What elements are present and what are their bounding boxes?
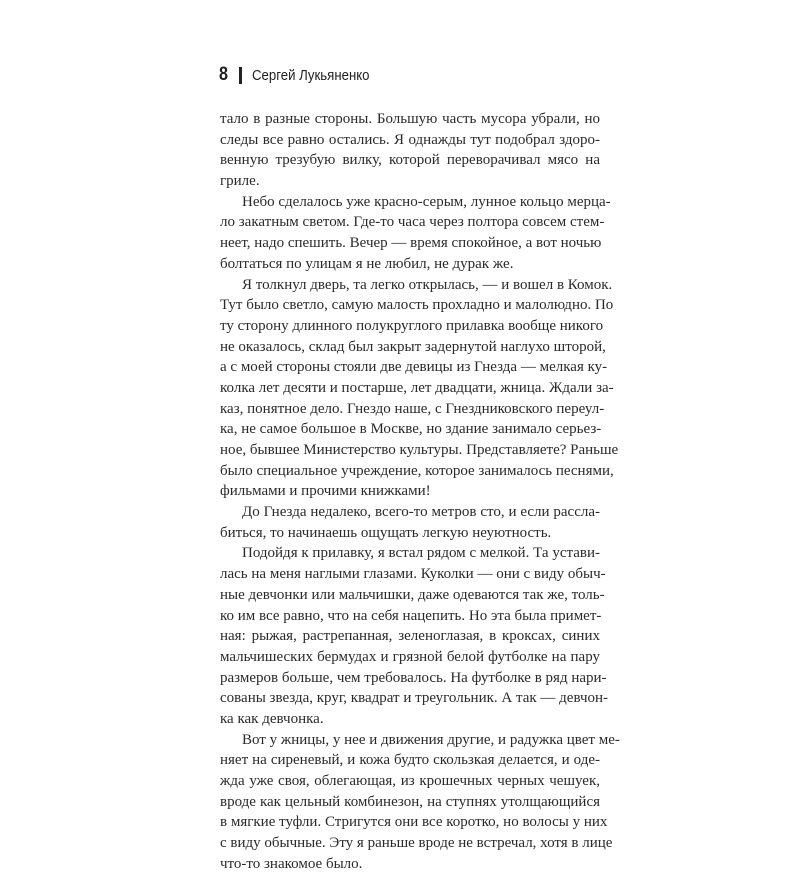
text-line: ная: рыжая, растрепанная, зеленоглазая, в кроксах, синих (220, 628, 600, 645)
paragraph (220, 192, 611, 275)
text-line: с виду обычные. Эту я раньше вроде не встречал, хотя в лице (220, 835, 613, 852)
text-line: До Гнезда недалеко, всего-то метров сто, и если рассла- (242, 504, 600, 521)
text-line: каз, понятное дело. Гнездо наше, с Гнездниковского переул- (220, 400, 605, 417)
text-line: размеров больше, чем требовалось. На футболке в ряд нари- (220, 669, 607, 686)
text-line: неет, надо спешить. Вечер — время спокойное, а вот ночью (220, 235, 602, 252)
text-line: вроде как цельный комбинезон, на ступнях утолщающийся (220, 793, 600, 810)
header-divider (239, 67, 242, 84)
text-line: няет на сиреневый, и кожа будто скользкая делается, и оде- (220, 752, 600, 769)
body-text (220, 109, 620, 874)
text-line: колка лет десяти и постарше, лет двадцати, жница. Ждали за- (220, 379, 614, 396)
text-line: было специальное учреждение, которое занималось песнями, (220, 462, 614, 479)
text-line: болтаться по улицам я не любил, не дурак же. (220, 255, 514, 272)
text-line: ные девчонки или мальчишки, даже одеваются так же, толь- (220, 586, 605, 603)
text-line: мальчишеских бермудах и грязной белой футболке на пару (220, 648, 600, 665)
text-line: тало в разные стороны. Большую часть мусора убрали, но (220, 111, 600, 127)
text-line: не оказалось, склад был закрыт задернутой наглухо шторой, (220, 338, 606, 355)
text-line: ка как девчонка. (220, 710, 324, 727)
text-line: жда уже своя, облегающая, из крошечных черных чешуек, (220, 773, 600, 789)
text-line: фильмами и прочими книжками! (220, 483, 431, 500)
text-line: Подойдя к прилавку, я встал рядом с мелкой. Та устави- (242, 545, 600, 562)
text-line: сованы звезда, круг, квадрат и треугольник. А так — девчон- (220, 690, 609, 707)
text-line: ка, не самое большое в Москве, но здание занимало серьез- (220, 421, 602, 438)
text-line: что-то знакомое было. (220, 855, 363, 872)
text-line: ко им все равно, что на себя нацепить. Но эта была примет- (220, 607, 602, 624)
text-line: Я толкнул дверь, та легко открылась, — и вошел в Комок. (242, 276, 613, 293)
paragraph (220, 275, 619, 503)
text-line: ло закатным светом. Где-то часа через полтора совсем стем- (220, 214, 605, 231)
text-line: Вот у жницы, у нее и движения другие, и радужка цвет ме- (242, 731, 620, 748)
paragraph (220, 109, 600, 192)
paragraph (220, 502, 600, 543)
text-line: Небо сделалось уже красно-серым, лунное кольцо мерца- (242, 193, 611, 210)
text-line: Тут было светло, самую малость прохладно и малолюдно. По (220, 297, 614, 314)
text-line: лась на меня наглыми глазами. Куколки — они с виду обыч- (220, 566, 606, 583)
text-line: венную трезубую вилку, которой переворачивал мясо на (220, 152, 600, 169)
paragraph (220, 730, 620, 874)
text-line: следы все равно остались. Я однажды тут подобрал здоро- (220, 131, 600, 148)
paragraph (220, 543, 609, 729)
text-line: гриле. (220, 173, 260, 190)
text-line: а с моей стороны стояли две девицы из Гнезда — мелкая ку- (220, 359, 608, 376)
text-line: ное, бывшее Министерство культуры. Представляете? Раньше (220, 442, 619, 458)
text-line: ту сторону длинного полукруглого прилавка вообще никого (220, 317, 604, 334)
text-line: в мягкие туфли. Стригутся они все коротко, но волосы у них (220, 814, 608, 831)
running-header (219, 64, 386, 86)
page-number: 8 (219, 64, 228, 85)
text-line: биться, то начинаешь ощущать легкую неуютность. (220, 524, 552, 541)
author-name: Сергей Лукьяненко (252, 66, 370, 84)
